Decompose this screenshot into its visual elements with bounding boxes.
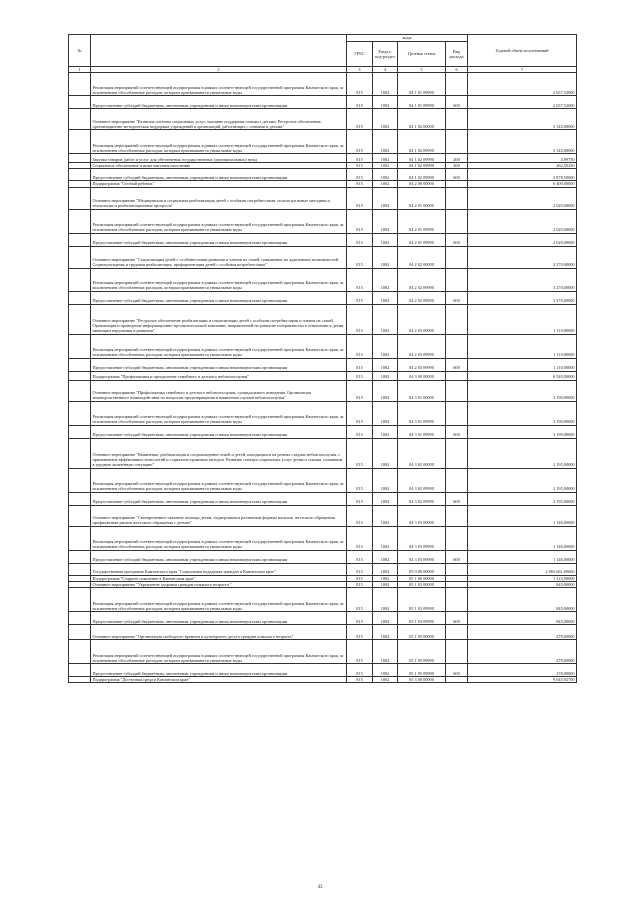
row-target-cell: 04 2 01 00000 [398, 187, 446, 209]
table-row [69, 640, 577, 664]
row-section-cell: 1002 [373, 581, 398, 587]
table-row [69, 187, 577, 209]
row-name-cell: Реализация мероприятий соответствующей подпрограммы в рамках соответствующей государственной программы Камчатского края, за исключением обособленных расходов, которым присваиваются уникальные коды [91, 73, 347, 96]
row-grbs-cell: 815 [347, 209, 373, 233]
row-section-cell: 1002 [373, 664, 398, 677]
row-number-cell [69, 73, 91, 96]
row-kind-cell [446, 401, 468, 425]
row-kind-cell [446, 640, 468, 664]
row-name-cell: Реализация мероприятий соответствующей подпрограммы в рамках соответствующей государственной программы Камчатского края, за исключением обособленных расходов, которым присваиваются уникальные коды [91, 268, 347, 291]
row-amount-cell: 2 195,00000 [468, 492, 577, 505]
row-number-cell [69, 334, 91, 358]
row-target-cell: 04 3 03 00000 [398, 505, 446, 526]
col-header-number: № [69, 35, 91, 67]
row-section-cell: 1002 [373, 163, 398, 169]
row-amount-cell: 1 146,00000 [468, 505, 577, 526]
row-target-cell: 04 3 02 09990 [398, 492, 446, 505]
row-section-cell: 1002 [373, 73, 398, 96]
row-name-cell: Реализация мероприятий соответствующей подпрограммы в рамках соответствующей государственной программы Камчатского края, за исключением обособленных расходов, которым присваиваются уникальные коды [91, 130, 347, 154]
row-name-cell: Основное мероприятие "Организация свободного времени и культурного досуга граждан пожилого возраста" [91, 625, 347, 640]
table-row [69, 334, 577, 358]
table-row [69, 304, 577, 334]
row-name-cell: Предоставление субсидий бюджетным, автономным учреждениям и иным некоммерческим организациям [91, 664, 347, 677]
row-section-cell: 1002 [373, 233, 398, 246]
row-target-cell: 04 3 00 00000 [398, 371, 446, 380]
row-name-cell: Основное мероприятие "Своевременное оказание помощи детям, подвергшимся различным формам насилия, жестокого обращения, профилактика рисков жестокого обращения с детьми" [91, 505, 347, 526]
row-name-cell: Подпрограмма "Доступная среда в Камчатском крае" [91, 677, 347, 683]
row-section-cell: 1002 [373, 505, 398, 526]
row-kind-cell [446, 304, 468, 334]
row-name-cell: Основное мероприятие "Медицинская и социальная реабилитация детей с особыми потребностями, используя новые методики и технологии и реабилитационные процессы" [91, 187, 347, 209]
row-amount-cell: 278,00000 [468, 664, 577, 677]
col-index: 1 [69, 67, 91, 73]
row-number-cell [69, 492, 91, 505]
row-number-cell [69, 246, 91, 268]
row-number-cell [69, 130, 91, 154]
row-target-cell: 04 1 02 09990 [398, 163, 446, 169]
row-kind-cell [446, 73, 468, 96]
row-section-cell: 1002 [373, 371, 398, 380]
row-target-cell: 04 3 03 09990 [398, 550, 446, 563]
row-section-cell: 1002 [373, 358, 398, 371]
col-header-grbs: ГРБС [347, 42, 373, 67]
table-row [69, 209, 577, 233]
row-number-cell [69, 550, 91, 563]
row-number-cell [69, 371, 91, 380]
row-number-cell [69, 563, 91, 575]
row-amount-cell: 845,00000 [468, 588, 577, 612]
row-amount-cell: 2 065 661,69660 [468, 563, 577, 575]
row-number-cell [69, 526, 91, 550]
table-row [69, 563, 577, 575]
table-row [69, 505, 577, 526]
row-target-cell: 05 1 03 09990 [398, 612, 446, 625]
row-kind-cell [446, 109, 468, 130]
row-section-cell: 1002 [373, 677, 398, 683]
row-target-cell: 05 1 00 00000 [398, 575, 446, 581]
row-grbs-cell: 815 [347, 73, 373, 96]
row-name-cell: Реализация мероприятий соответствующей подпрограммы в рамках соответствующей государственной программы Камчатского края, за исключением обособленных расходов, которым присваиваются уникальные коды [91, 468, 347, 492]
row-section-cell: 1002 [373, 550, 398, 563]
row-section-cell: 1002 [373, 291, 398, 304]
row-grbs-cell: 815 [347, 526, 373, 550]
row-number-cell [69, 291, 91, 304]
row-number-cell [69, 425, 91, 438]
row-grbs-cell: 815 [347, 187, 373, 209]
row-target-cell: 04 3 01 09990 [398, 401, 446, 425]
row-kind-cell [446, 187, 468, 209]
row-amount-cell: 2 657,52000 [468, 73, 577, 96]
row-kind-cell [446, 468, 468, 492]
row-amount-cell: 1 146,00000 [468, 526, 577, 550]
row-grbs-cell: 815 [347, 612, 373, 625]
row-kind-cell: 600 [446, 550, 468, 563]
row-kind-cell: 600 [446, 492, 468, 505]
row-target-cell: 05 1 03 09990 [398, 588, 446, 612]
table-header-codes-row [69, 35, 577, 42]
row-amount-cell: 3 199,00000 [468, 401, 577, 425]
row-target-cell: 04 2 02 00000 [398, 246, 446, 268]
row-kind-cell [446, 438, 468, 468]
row-target-cell: 04 1 01 09990 [398, 73, 446, 96]
row-grbs-cell: 815 [347, 550, 373, 563]
row-grbs-cell: 815 [347, 268, 373, 291]
row-name-cell: Предоставление субсидий бюджетным, автономным учреждениям и иным некоммерческим организациям [91, 550, 347, 563]
row-section-cell: 1002 [373, 640, 398, 664]
col-index: 2 [91, 67, 347, 73]
col-index: 6 [446, 67, 468, 73]
table-row [69, 612, 577, 625]
row-target-cell: 04 2 03 00000 [398, 304, 446, 334]
table-row [69, 401, 577, 425]
row-section-cell: 1002 [373, 169, 398, 181]
row-grbs-cell: 815 [347, 677, 373, 683]
row-target-cell: 04 1 02 09990 [398, 169, 446, 181]
row-amount-cell: 2 020,00000 [468, 209, 577, 233]
row-grbs-cell: 815 [347, 169, 373, 181]
table-row [69, 492, 577, 505]
row-grbs-cell: 815 [347, 438, 373, 468]
row-number-cell [69, 401, 91, 425]
row-section-cell: 1002 [373, 130, 398, 154]
row-number-cell [69, 154, 91, 163]
row-target-cell: 04 1 02 09990 [398, 130, 446, 154]
row-kind-cell: 600 [446, 233, 468, 246]
row-target-cell: 04 2 01 09990 [398, 209, 446, 233]
row-number-cell [69, 625, 91, 640]
row-kind-cell [446, 268, 468, 291]
row-section-cell: 1002 [373, 380, 398, 401]
row-grbs-cell: 815 [347, 130, 373, 154]
row-target-cell: 04 3 02 09990 [398, 468, 446, 492]
row-name-cell: Основное мероприятие "Укрепление здоровья граждан пожилого возраста " [91, 581, 347, 587]
row-amount-cell: 2 195,00000 [468, 468, 577, 492]
row-grbs-cell: 815 [347, 563, 373, 575]
col-header-target: Целевая статья [398, 42, 446, 67]
row-grbs-cell: 815 [347, 304, 373, 334]
row-grbs-cell: 815 [347, 109, 373, 130]
table-row [69, 380, 577, 401]
row-name-cell: Предоставление субсидий бюджетным, автономным учреждениям и иным некоммерческим организациям [91, 358, 347, 371]
row-amount-cell: 278,00000 [468, 640, 577, 664]
row-name-cell: Основное мероприятие "Ресурсное обеспечение реабилитации и социализации детей с особыми потребностями и членов их семей. Организация и проведение информационно-просветительской кампании, направленной на развитие толерантности в отношении к детям, имеющим нарушения в развитии" [91, 304, 347, 334]
table-row [69, 371, 577, 380]
row-section-cell: 1002 [373, 246, 398, 268]
row-grbs-cell: 815 [347, 575, 373, 581]
col-header-kind: Вид расхода [446, 42, 468, 67]
row-name-cell: Предоставление субсидий бюджетным, автономным учреждениям и иным некоммерческим организациям [91, 169, 347, 181]
row-target-cell: 04 2 01 09990 [398, 233, 446, 246]
row-kind-cell [446, 209, 468, 233]
row-kind-cell [446, 677, 468, 683]
row-number-cell [69, 468, 91, 492]
row-number-cell [69, 187, 91, 209]
row-kind-cell: 600 [446, 664, 468, 677]
row-name-cell: Основное мероприятие "Профилактика семейного и детского неблагополучия, суицидального поведения. Организация межведомственного взаимодействия по вопросам предотвращения и выявления случаев неблагополучия" [91, 380, 347, 401]
row-section-cell: 1002 [373, 209, 398, 233]
row-number-cell [69, 358, 91, 371]
row-section-cell: 1002 [373, 401, 398, 425]
row-section-cell: 1002 [373, 304, 398, 334]
col-header-section: Раздел, под-раздел [373, 42, 398, 67]
row-number-cell [69, 640, 91, 664]
table-row [69, 438, 577, 468]
row-number-cell [69, 209, 91, 233]
row-name-cell: Реализация мероприятий соответствующей подпрограммы в рамках соответствующей государственной программы Камчатского края, за исключением обособленных расходов, которым присваиваются уникальные коды [91, 640, 347, 664]
row-amount-cell: 3 145,00000 [468, 109, 577, 130]
row-amount-cell: 2 020,00000 [468, 187, 577, 209]
row-name-cell: Предоставление субсидий бюджетным, автономным учреждениям и иным некоммерческим организациям [91, 425, 347, 438]
table-body [69, 73, 577, 683]
row-target-cell: 04 2 02 09990 [398, 268, 446, 291]
row-target-cell: 04 3 02 00000 [398, 438, 446, 468]
row-amount-cell: 2 878,50000 [468, 169, 577, 181]
row-name-cell: Реализация мероприятий соответствующей подпрограммы в рамках соответствующей государственной программы Камчатского края, за исключением обособленных расходов, которым присваиваются уникальные коды [91, 401, 347, 425]
table-row [69, 246, 577, 268]
table-row [69, 425, 577, 438]
row-name-cell: Предоставление субсидий бюджетным, автономным учреждениям и иным некоммерческим организациям [91, 492, 347, 505]
row-section-cell: 1002 [373, 492, 398, 505]
row-section-cell: 1002 [373, 187, 398, 209]
row-name-cell: Предоставление субсидий бюджетным, автономным учреждениям и иным некоммерческим организациям [91, 96, 347, 109]
row-kind-cell [446, 588, 468, 612]
table-row [69, 169, 577, 181]
table-row [69, 664, 577, 677]
row-name-cell: Основное мероприятие "Социализация детей с особенностями развития и членов их семей, повышение их адаптивных возможностей. Социокультурная и трудовая реабилитация, профориентация детей с особыми потребностями" [91, 246, 347, 268]
row-amount-cell: 845,00000 [468, 612, 577, 625]
col-index: 3 [347, 67, 373, 73]
row-number-cell [69, 268, 91, 291]
row-name-cell: Подпрограмма "Особый ребенок" [91, 181, 347, 187]
col-header-amount: Годовой объем ассигнований [468, 35, 577, 67]
table-row [69, 625, 577, 640]
row-number-cell [69, 169, 91, 181]
row-kind-cell: 300 [446, 163, 468, 169]
row-section-cell: 1002 [373, 96, 398, 109]
row-number-cell [69, 96, 91, 109]
table-row [69, 233, 577, 246]
row-kind-cell [446, 625, 468, 640]
row-number-cell [69, 438, 91, 468]
row-kind-cell [446, 371, 468, 380]
row-amount-cell: 9 045,92700 [468, 677, 577, 683]
row-name-cell: Подпрограмма "Старшее поколение в Камчатском крае" [91, 575, 347, 581]
document-page [68, 34, 576, 683]
row-grbs-cell: 815 [347, 246, 373, 268]
table-row [69, 526, 577, 550]
row-grbs-cell: 815 [347, 181, 373, 187]
row-amount-cell: 3 270,00000 [468, 246, 577, 268]
table-row [69, 130, 577, 154]
row-target-cell: 05 1 05 09990 [398, 664, 446, 677]
row-section-cell: 1002 [373, 588, 398, 612]
row-amount-cell: 3,99750 [468, 154, 577, 163]
row-section-cell: 1002 [373, 438, 398, 468]
page-number: 43 [317, 885, 323, 890]
row-grbs-cell: 815 [347, 233, 373, 246]
row-kind-cell: 600 [446, 425, 468, 438]
table-row [69, 109, 577, 130]
row-section-cell: 1002 [373, 625, 398, 640]
row-grbs-cell: 815 [347, 425, 373, 438]
row-amount-cell: 2 657,52000 [468, 96, 577, 109]
row-section-cell: 1002 [373, 181, 398, 187]
row-target-cell: 05 1 05 09990 [398, 640, 446, 664]
row-amount-cell: 845,00000 [468, 581, 577, 587]
row-grbs-cell: 815 [347, 380, 373, 401]
row-grbs-cell: 815 [347, 581, 373, 587]
row-name-cell: Реализация мероприятий соответствующей подпрограммы в рамках соответствующей государственной программы Камчатского края, за исключением обособленных расходов, которым присваиваются уникальные коды [91, 334, 347, 358]
row-amount-cell: 3 270,00000 [468, 268, 577, 291]
row-grbs-cell: 815 [347, 640, 373, 664]
row-grbs-cell: 815 [347, 492, 373, 505]
row-number-cell [69, 505, 91, 526]
row-target-cell: 04 3 03 09990 [398, 526, 446, 550]
col-index: 4 [373, 67, 398, 73]
row-section-cell: 1002 [373, 563, 398, 575]
row-section-cell: 1002 [373, 468, 398, 492]
row-kind-cell [446, 380, 468, 401]
row-amount-cell: 2 195,00000 [468, 438, 577, 468]
row-amount-cell: 1 110,00000 [468, 358, 577, 371]
row-amount-cell: 1 110,00000 [468, 304, 577, 334]
row-grbs-cell: 815 [347, 468, 373, 492]
row-kind-cell [446, 246, 468, 268]
row-amount-cell: 1 146,00000 [468, 550, 577, 563]
table-row [69, 268, 577, 291]
row-amount-cell: 1 123,00000 [468, 575, 577, 581]
row-kind-cell [446, 334, 468, 358]
row-number-cell [69, 664, 91, 677]
row-kind-cell: 200 [446, 154, 468, 163]
row-name-cell: Основное мероприятие "Выявление, реабилитация и сопровождение семей и детей, находящихся на разных стадиях неблагополучия, с применением эффективных технологий и социально-правовых методов. Развитие спектра социальных услуг детям и семьям, попавшим в трудную жизненную ситуацию" [91, 438, 347, 468]
row-target-cell: 04 2 00 00000 [398, 181, 446, 187]
row-target-cell: 05 3 00 00000 [398, 677, 446, 683]
row-section-cell: 1002 [373, 575, 398, 581]
row-name-cell: Государственная программа Камчатского края "Социальная поддержка граждан в Камчатском крае" [91, 563, 347, 575]
row-name-cell: Реализация мероприятий соответствующей подпрограммы в рамках соответствующей государственной программы Камчатского края, за исключением обособленных расходов, которым присваиваются уникальные коды [91, 588, 347, 612]
row-grbs-cell: 815 [347, 291, 373, 304]
table-row [69, 468, 577, 492]
row-grbs-cell: 815 [347, 154, 373, 163]
row-number-cell [69, 588, 91, 612]
row-number-cell [69, 677, 91, 683]
row-target-cell: 04 3 01 00000 [398, 380, 446, 401]
row-target-cell: 05 0 00 00000 [398, 563, 446, 575]
table-row [69, 588, 577, 612]
row-section-cell: 1002 [373, 109, 398, 130]
row-section-cell: 1002 [373, 526, 398, 550]
row-number-cell [69, 304, 91, 334]
row-name-cell: Социальное обеспечение и иные выплаты населению [91, 163, 347, 169]
row-number-cell [69, 109, 91, 130]
col-header-name [91, 35, 347, 67]
row-grbs-cell: 815 [347, 163, 373, 169]
table-row [69, 73, 577, 96]
row-grbs-cell: 815 [347, 588, 373, 612]
row-grbs-cell: 815 [347, 505, 373, 526]
row-name-cell: Предоставление субсидий бюджетным, автономным учреждениям и иным некоммерческим организациям [91, 612, 347, 625]
row-name-cell: Реализация мероприятий соответствующей подпрограммы в рамках соответствующей государственной программы Камчатского края, за исключением обособленных расходов, которым присваиваются уникальные коды [91, 526, 347, 550]
row-target-cell: 04 1 02 00000 [398, 109, 446, 130]
row-amount-cell: 278,00000 [468, 625, 577, 640]
row-amount-cell: 3 145,00000 [468, 130, 577, 154]
row-name-cell: Основное мероприятие "Развитие системы социальных услуг, оказание поддержки семьям с детьми. Ресурсное обеспечение, организационно-методическая поддержка учреждений и организаций, работающих с семьями и детьми" [91, 109, 347, 130]
table-row [69, 677, 577, 683]
row-kind-cell: 600 [446, 612, 468, 625]
row-grbs-cell: 815 [347, 625, 373, 640]
row-kind-cell [446, 505, 468, 526]
table-row [69, 550, 577, 563]
row-kind-cell [446, 130, 468, 154]
row-name-cell: Подпрограмма "Профилактика и преодоление семейного и детского неблагополучия" [91, 371, 347, 380]
row-number-cell [69, 233, 91, 246]
row-name-cell: Предоставление субсидий бюджетным, автономным учреждениям и иным некоммерческим организациям [91, 233, 347, 246]
row-grbs-cell: 815 [347, 664, 373, 677]
row-kind-cell [446, 526, 468, 550]
budget-table [68, 34, 577, 683]
table-row [69, 358, 577, 371]
row-section-cell: 1002 [373, 612, 398, 625]
row-amount-cell: 6 400,00000 [468, 181, 577, 187]
row-target-cell: 04 1 02 09990 [398, 154, 446, 163]
row-amount-cell: 2 020,00000 [468, 233, 577, 246]
row-target-cell: 04 2 02 09990 [398, 291, 446, 304]
col-header-codes: коды [347, 35, 468, 42]
row-amount-cell: 6 540,00000 [468, 371, 577, 380]
row-target-cell: 04 2 03 09990 [398, 334, 446, 358]
row-number-cell [69, 380, 91, 401]
row-name-cell: Закупка товаров, работ и услуг для обеспечения государственных (муниципальных) нужд [91, 154, 347, 163]
row-kind-cell: 600 [446, 169, 468, 181]
table-row [69, 96, 577, 109]
row-amount-cell: 1 110,00000 [468, 334, 577, 358]
row-amount-cell: 3 199,00000 [468, 380, 577, 401]
row-kind-cell: 600 [446, 358, 468, 371]
row-amount-cell: 262,50250 [468, 163, 577, 169]
row-target-cell: 04 2 03 09990 [398, 358, 446, 371]
row-target-cell: 05 1 03 00000 [398, 581, 446, 587]
row-grbs-cell: 815 [347, 334, 373, 358]
row-amount-cell: 3 199,00000 [468, 425, 577, 438]
row-number-cell [69, 612, 91, 625]
row-target-cell: 04 1 01 09990 [398, 96, 446, 109]
row-amount-cell: 3 270,00000 [468, 291, 577, 304]
row-kind-cell [446, 563, 468, 575]
row-grbs-cell: 815 [347, 401, 373, 425]
row-section-cell: 1002 [373, 425, 398, 438]
row-section-cell: 1002 [373, 154, 398, 163]
col-index: 5 [398, 67, 446, 73]
table-row [69, 291, 577, 304]
row-target-cell: 05 1 05 00000 [398, 625, 446, 640]
row-grbs-cell: 815 [347, 96, 373, 109]
row-target-cell: 04 3 01 09990 [398, 425, 446, 438]
row-section-cell: 1002 [373, 334, 398, 358]
row-kind-cell: 600 [446, 96, 468, 109]
row-kind-cell: 600 [446, 291, 468, 304]
row-grbs-cell: 815 [347, 371, 373, 380]
table-row [69, 154, 577, 163]
row-name-cell: Реализация мероприятий соответствующей подпрограммы в рамках соответствующей государственной программы Камчатского края, за исключением обособленных расходов, которым присваиваются уникальные коды [91, 209, 347, 233]
row-section-cell: 1002 [373, 268, 398, 291]
col-index: 7 [468, 67, 577, 73]
row-grbs-cell: 815 [347, 358, 373, 371]
row-name-cell: Предоставление субсидий бюджетным, автономным учреждениям и иным некоммерческим организациям [91, 291, 347, 304]
